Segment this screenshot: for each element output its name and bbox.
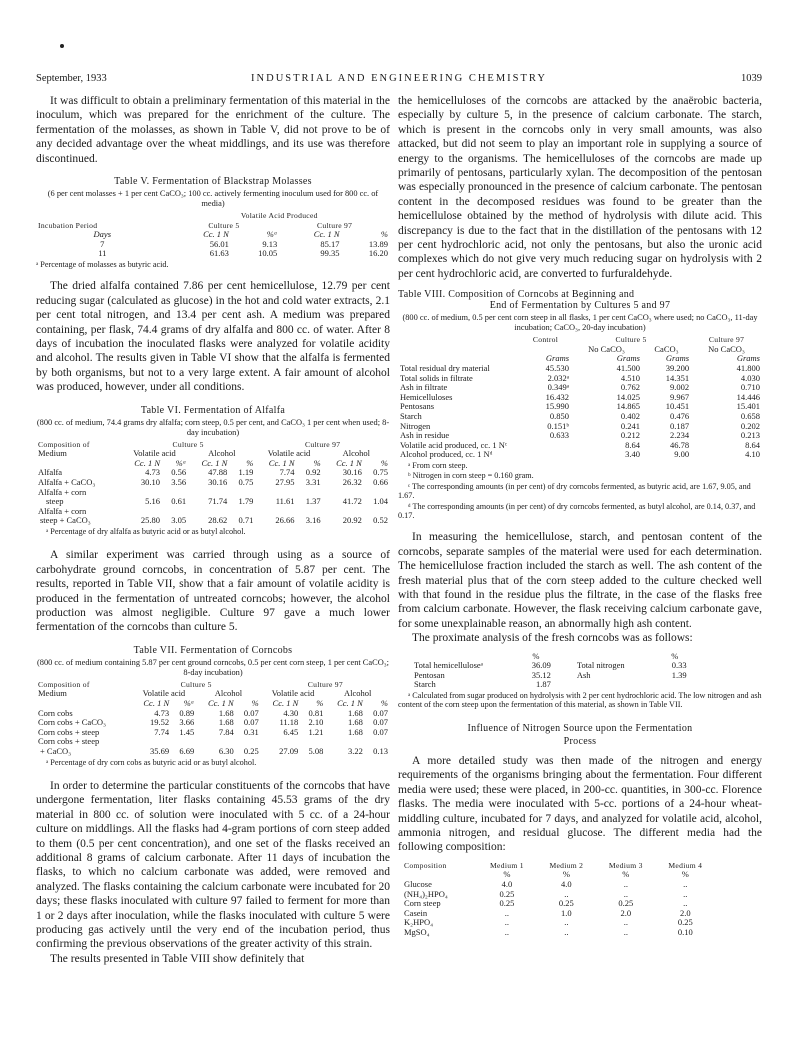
table-row: Alfalfa + corn [38,505,87,516]
unit-cell: Days [93,229,112,240]
footnote: ᵈ The corresponding amounts (in per cent) of dry corncobs fermented, as butyl alcohol, are 0.14, 0.37, and 0.17. [398,501,756,521]
table-row: Alfalfa + corn [38,486,87,497]
table-row: Corn cobs + steep [38,736,100,747]
table-header: No CaCO₃ [588,343,625,354]
table-header: Culture 5 [180,679,212,689]
section-heading: Influence of Nitrogen Source upon the Fermentation [467,722,693,734]
media-composition-table: Composition Medium 1 Medium 2 Medium 3 Medium 4 % % % % Glucose 4.0 4.0 .. .. (NH₄)₂HPO₄ 0.25 .. .. .. Corn steep 0.25 0.25 0.25 .. Casein .. 1.0 2.0 2.0 K₂HPO₄ .. .. .. 0.25 MgSO₄ .. .. .. 0.10 [402,861,715,938]
header-page-number: 1039 [741,73,762,84]
running-header [36,73,762,87]
table-row: steep + CaCO₃ 25.80 3.05 28.62 0.71 26.66 3.16 20.92 0.52 [40,515,388,526]
table-header: Medium 1 [490,860,524,870]
table-header: Culture 97 [708,335,745,345]
table-row: Total solids in filtrate 2.032ᵃ 4.510 14.351 4.030 [400,372,760,383]
table-subtitle: (800 cc. of medium, 74.4 grams dry alfalfa; corn steep, 0.5 per cent, and CaCO₃ 1 per cent when used; 8-day incubation) [36,417,390,437]
table-row: (NH₄)₂HPO₄ 0.25 .. .. .. [404,888,688,899]
table-row: Starch 0.850 0.402 0.476 0.658 [400,411,760,422]
table-row: Alfalfa 4.73 0.56 47.88 1.19 7.74 0.92 30.16 0.75 [38,467,388,478]
table-row: + CaCO₃ 35.69 6.69 6.30 0.25 27.09 5.08 3.22 0.13 [40,746,388,756]
table-subtitle: (800 cc. of medium, 0.5 per cent corn steep in all flasks, 1 per cent CaCO₃ where used; no CaCO₃, 11-day incubation; CaCO₃, 20-day incubation) [402,313,758,333]
table-vi: Composition of Culture 5 Culture 97 Medium Volatile acid Alcohol Volatile acid Alcohol Cc. 1 N %ᵃ Cc. 1 N % Cc. 1 N % Cc. 1 N % Alfalfa 4.73 0.56 47.88 1.19 7.74 0.92 30.16 0.75 Alfalfa + CaCO₃ 30.10 3.56 30.16 0.75 27.95 3.31 26.32 0.66 Alfalfa + corn steep 5.16 0.61 71.74 1.79 11.61 1.37 41.72 1.04 Alfalfa + corn steep + CaCO₃ 25.80 3.05 28.62 0.71 26.66 3.16 20.92 0.52 [38,439,388,526]
table-row: Total hemicelluloseᵃ 36.09 Total nitrogen 0.33 [414,660,687,671]
table-header: CaCO₃ [654,343,679,354]
table-header: Culture 5 [615,335,647,345]
table-header: Composition of [38,679,90,689]
table-row: Corn steep 0.25 0.25 0.25 .. [404,898,688,909]
table-header: Culture 5 [208,220,240,230]
table-row: Nitrogen 0.151ᵇ 0.241 0.187 0.202 [400,420,760,431]
table-row: Corn cobs 4.73 0.89 1.68 0.07 4.30 0.81 1.68 0.07 [38,707,388,718]
table-header: Medium 3 [608,860,643,870]
table-header: Volatile acid [267,448,311,459]
table-header: Alcohol [208,448,236,459]
table-header: Alcohol [342,448,371,459]
table-header: Alcohol [214,688,243,699]
table-row: MgSO₄ .. .. .. 0.10 [404,926,693,937]
header-journal: INDUSTRIAL AND ENGINEERING CHEMISTRY [251,73,547,84]
table-header: Volatile Acid Produced [240,211,318,221]
table-header: Medium 4 [668,860,703,870]
table-header: Medium [38,688,67,699]
paragraph: A similar experiment was carried through using as a source of carbohydrate ground corncobs, in concentration of 5.87 per cent. The results, reported in Table VII, show that a fair amount of volatile acidity is produced in the fermentation of untreated corncobs; however, the alcohol production was almost negligible. Culture 97 gave a much lower fermentation of the corncobs than culture 5. [36,549,390,634]
footnote: ᵃ From corn steep. [408,461,468,470]
table-header: Culture 97 [316,220,353,230]
table-row: Ash in residue 0.633 0.212 2.234 0.213 [400,430,760,441]
unit-cell: Cc. 1 N [203,229,229,240]
table-subtitle: (6 per cent molasses + 1 per cent CaCO₃; 100 cc. actively fermenting inoculum used for 800 cc. of media) [47,189,379,209]
table-title: Table VIII. Composition of Corncobs at Beginning and [398,289,635,301]
footnote: ᵇ Nitrogen in corn steep = 0.160 gram. [408,471,534,481]
table-vii: Composition of Culture 5 Culture 97 Medium Volatile acid Alcohol Volatile acid Alcohol Cc. 1 N %ᵃ Cc. 1 N % Cc. 1 N % Cc. 1 N % Corn cobs 4.73 0.89 1.68 0.07 4.30 0.81 1.68 0.07 Corn cobs + CaCO₃ 19.52 3.66 1.68 0.07 11.18 2.10 1.68 0.07 Corn cobs + steep 7.74 1.45 7.84 0.31 6.45 1.21 1.68 0.07 Corn cobs + steep + CaCO₃ 35.69 6.69 6.30 0.25 27.09 5.08 3.22 0.13 [38,679,388,756]
unit-cell: %ᵃ [266,229,278,240]
table-row: Hemicelluloses 16.432 14.025 9.967 14.446 [400,391,760,402]
footnote: ᵃ Calculated from sugar produced on hydrolysis with 2 per cent hydrochloric acid. The low nitrogen and ash content of the corn steep upon the fermentation of this material, as shown in Table VII. [398,691,762,710]
paragraph: The proximate analysis of the fresh corncobs was as follows: [412,632,693,645]
table-title: Table VII. Fermentation of Corncobs [133,644,293,656]
table-title: End of Fermentation by Cultures 5 and 97 [489,300,671,312]
table-row: Volatile acid produced, cc. 1 Nᶜ 8.64 46.78 8.64 [400,439,760,450]
table-title: Table V. Fermentation of Blackstrap Molasses [114,176,312,188]
table-row: Alfalfa + CaCO₃ 30.10 3.56 30.16 0.75 27.95 3.31 26.32 0.66 [38,477,388,488]
table-title: Table VI. Fermentation of Alfalfa [140,404,286,416]
table-header: Medium 2 [549,860,584,870]
table-header: Composition [404,860,447,870]
table-row: Ash in filtrate 0.349ᵃ 0.762 9.002 0.710 [400,382,760,393]
table-row: Glucose 4.0 4.0 .. .. [404,878,688,889]
paragraph: A more detailed study was then made of the nitrogen and energy requirements of the organisms bringing about the fermentation. Four different media were used; these were placed, in 200-cc. quantities, in 300-cc. Florence flasks. The media were inoculated with 5-cc. portions of a 24-hour wheat-middling culture, incubated for 7 days, and analyzed for volatile acid, alcohol, ammonia nitrogen, and residual glucose. The different media had the following composition: [398,754,762,854]
unit-cell: % [380,229,388,240]
paragraph: It was difficult to obtain a preliminary fermentation of this material in the inoculum, which was prepared for the enrichment of the culture. The fermentation of the molasses, as shown in Table V, did not prove to be of any decided advantage over the wheat middlings, and its use was therefore discontinued. [36,95,390,165]
table-header: Incubation Period [38,220,98,230]
table-header: Volatile acid [142,688,186,699]
table-header: Volatile acid [133,448,176,459]
table-v [36,211,390,259]
table-header: Culture 97 [305,439,341,449]
table-header: Composition of [38,439,90,449]
table-subtitle: (800 cc. of medium containing 5.87 per cent ground corncobs, 0.5 per cent corn steep, 1 per cent CaCO₃; 8-day incubation) [36,657,389,677]
table-viii: Control Culture 5 Culture 97 No CaCO₃ CaCO₃ No CaCO₃ Grams Grams Grams Grams Total residual dry material 45.530 41.500 39.200 41.800 Total solids in filtrate 2.032ᵃ 4.510 14.351 4.030 Ash in filtrate 0.349ᵃ 0.762 9.002 0.710 Hemicelluloses 16.432 14.025 9.967 14.446 Pentosans 15.990 14.865 10.451 15.401 Starch 0.850 0.402 0.476 0.658 Nitrogen 0.151ᵇ 0.241 0.187 0.202 Ash in residue 0.633 0.212 2.234 0.213 Volatile acid produced, cc. 1 Nᶜ 8.64 46.78 8.64 Alcohol produced, cc. 1 Nᵈ 3.40 9.00 4.10 [400,335,760,460]
section-heading: Process [563,735,597,747]
right-column [398,94,762,937]
table-row: 11 61.63 10.05 99.35 16.20 [98,248,388,259]
table-header: Culture 5 [172,439,204,449]
paragraph: The results presented in Table VIII show definitely that [50,952,305,965]
table-row: Starch 1.87 [414,679,551,690]
footnote: ᶜ The corresponding amounts (in per cent) of dry corncobs fermented, as butyric acid, are 1.67, 9.05, and 1.67. [398,481,751,501]
header-date: September, 1933 [36,73,107,84]
table-header: Medium [38,448,67,459]
table-header: Culture 97 [307,679,344,689]
paragraph: In order to determine the particular constituents of the corncobs that have undergone fermentation, liter flasks containing 45.53 grams of the dry material in 800 cc. of solution were inoculated with 5 cc. of a 24-hour culture on middlings. All the flasks had 4-gram portions of corn steep added to them (0.5 per cent concentration), and one set of the flasks received an additional 8 grams of calcium carbonate. After 11 days of incubation the flasks, to which no calcium carbonate was added, were removed and analyzed. The flasks containing the calcium carbonate were incubated for 20 days; these flasks inoculated with culture 97 failed to ferment for more than 1 or 2 days after inoculation, while the flasks inoculated with culture 5 were producing gas actively until the very end of the incubation period, thus confirming the previous observations of the greater activity of this strain. [36,780,390,951]
table-header: Control [532,335,559,345]
footnote: ᵃ Percentage of dry alfalfa as butyric acid or as butyl alcohol. [46,527,246,536]
speck-mark [60,44,64,48]
paragraph: the hemicelluloses of the corncobs are attacked by the anaërobic bacteria, especially by culture 5, in the presence of calcium carbonate. The starch, which is present in the corncobs only in very small amounts, was also attacked, but did not seem to play an important role in supplying a source of energy to the organisms. The hemicelluloses of the corncobs are made up primarily of pentosans, particularly xylan. The decomposition of the pentosan was especially pronounced in the presence of calcium carbonate. The pentosan content in the decomposed residues was found to be greater than the hemicellulose obtained by the method of hydrolysis with dilute acid. This discrepancy is due to the fact that in the distillation of the pentosans with 12 per cent hydrochloric acid, not only the pentosans, but also the uronic acid complexes which do not give very much reducing sugar on hydrolysis with 2 per cent hydrochloric acid, are converted to furfuraldehyde. [398,95,762,280]
table-row: 7 56.01 9.13 85.17 13.89 [100,238,388,249]
unit-cell: Cc. 1 N [313,229,340,240]
proximate-analysis-table: % % Total hemicelluloseᵃ 36.09 Total nitrogen 0.33 Pentosan 35.12 Ash 1.39 Starch 1.87 [414,650,687,690]
table-header: Alcohol [343,688,372,699]
table-header: Volatile acid [271,688,315,699]
left-column [36,94,390,966]
table-header: No CaCO₃ [708,343,745,354]
table-row: Pentosan 35.12 Ash 1.39 [414,669,687,680]
table-row: Total residual dry material 45.530 41.500 39.200 41.800 [400,363,760,374]
footnote: ᵃ Percentage of molasses as butyric acid. [36,260,169,269]
table-row: Pentosans 15.990 14.865 10.451 15.401 [400,401,760,412]
table-row: K₂HPO₄ .. .. .. 0.25 [404,917,693,928]
paragraph: In measuring the hemicellulose, starch, and pentosan content of the corncobs, separate samples of the material were used for each determination. The hemicellulose fraction included the starch as well. The ash content of the fresh material plus that of the corn steep added to the culture checked well with that found in the residue plus the filtrate, in the case of the flasks free from calcium carbonate. However, the flask receiving calcium carbonate gave, for some unexplainable reason, an abnormally high ash content. [398,531,762,630]
table-row: Corn cobs + CaCO₃ 19.52 3.66 1.68 0.07 11.18 2.10 1.68 0.07 [38,717,388,728]
table-row: Corn cobs + steep 7.74 1.45 7.84 0.31 6.45 1.21 1.68 0.07 [38,726,388,737]
table-row: Alcohol produced, cc. 1 Nᵈ 3.40 9.00 4.10 [400,449,760,460]
footnote: ᵃ Percentage of dry corn cobs as butyric acid or as butyl alcohol. [46,757,257,767]
table-row: steep 5.16 0.61 71.74 1.79 11.61 1.37 41.72 1.04 [46,496,388,507]
table-row: Casein .. 1.0 2.0 2.0 [404,907,691,918]
paragraph: The dried alfalfa contained 7.86 per cent hemicellulose, 12.79 per cent reducing sugar (calculated as glucose) in the hot and cold water extracts, 2.1 per cent total nitrogen, and 13.4 per cent ash. A medium was prepared containing, per flask, 74.4 grams of dry alfalfa and 800 cc. of water. After 8 days of incubation the inoculated flasks were analyzed for volatile acidity and alcohol. The results given in Table VI show that the alfalfa is fermented by both organisms, but not to a very large extent. A fair amount of alcohol was produced, however, under all conditions. [36,280,390,394]
